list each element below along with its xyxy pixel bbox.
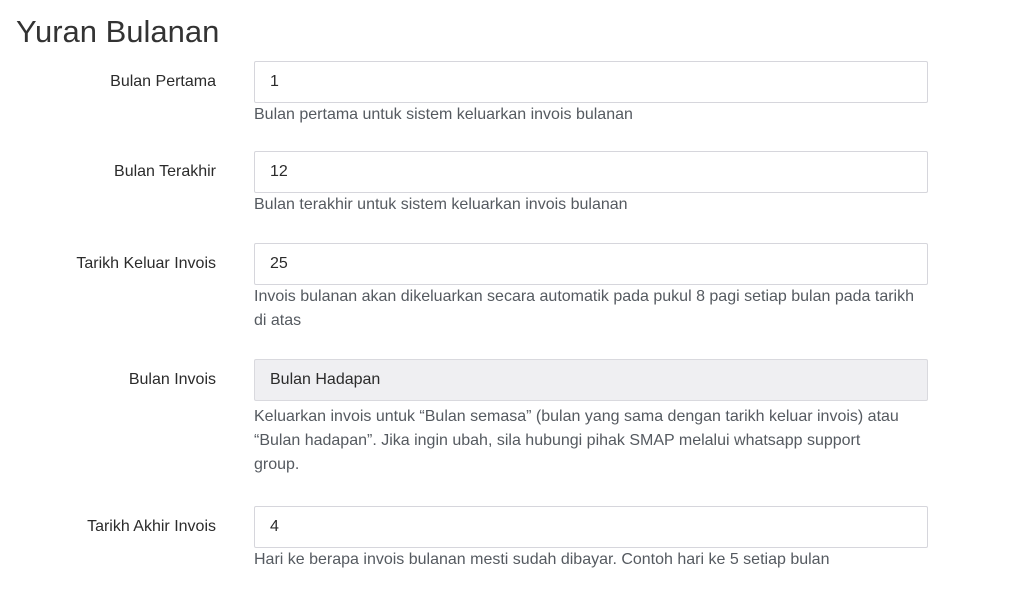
bulan-pertama-input[interactable]	[254, 61, 928, 103]
tarikh-keluar-invois-label: Tarikh Keluar Invois	[76, 255, 216, 272]
bulan-invois-label: Bulan Invois	[128, 371, 216, 388]
bulan-pertama-help: Bulan pertama untuk sistem keluarkan invois bulanan	[254, 106, 633, 123]
bulan-terakhir-input[interactable]	[254, 151, 928, 193]
tarikh-akhir-invois-input[interactable]	[254, 506, 928, 548]
bulan-pertama-label: Bulan Pertama	[110, 73, 216, 90]
section-title: Yuran Bulanan	[16, 14, 220, 49]
bulan-terakhir-label: Bulan Terakhir	[114, 163, 216, 180]
tarikh-akhir-invois-help: Hari ke berapa invois bulanan mesti sudah dibayar. Contoh hari ke 5 setiap bulan	[254, 551, 830, 568]
bulan-terakhir-help: Bulan terakhir untuk sistem keluarkan invois bulanan	[254, 196, 628, 213]
tarikh-keluar-invois-input[interactable]	[254, 243, 928, 285]
tarikh-akhir-invois-label: Tarikh Akhir Invois	[87, 518, 216, 535]
bulan-invois-help: Keluarkan invois untuk “Bulan semasa” (bulan yang sama dengan tarikh keluar invois) atau “Bulan hadapan”. Jika ingin ubah, sila hubungi pihak SMAP melalui whatsapp support group.	[254, 408, 899, 473]
tarikh-keluar-invois-help: Invois bulanan akan dikeluarkan secara automatik pada pukul 8 pagi setiap bulan pada tarikh di atas	[254, 288, 914, 329]
bulan-invois-readonly-field: Bulan Hadapan	[254, 359, 928, 401]
